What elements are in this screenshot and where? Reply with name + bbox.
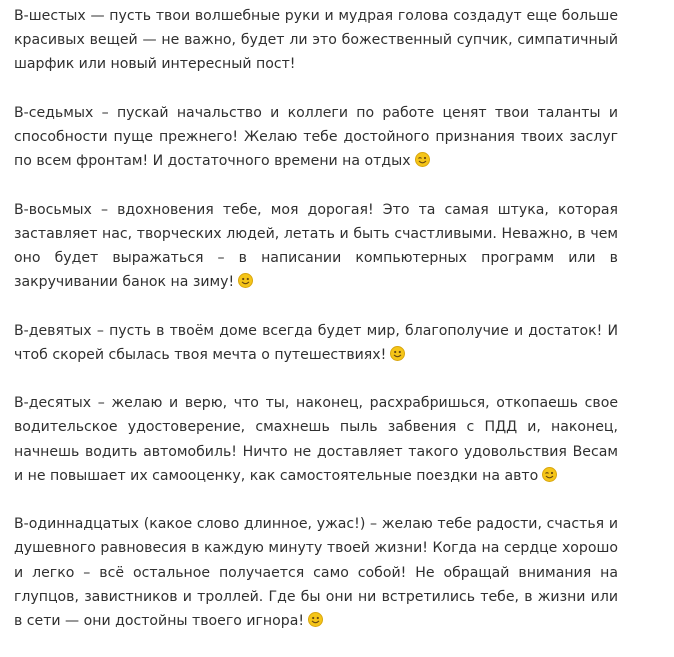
paragraph-text: В-восьмых – вдохновения тебе, моя дорогая! Это та самая штука, которая заставляет нас, творческих людей, летать и быть счастливыми. Неважно, в чем оно будет выражаться – в написании компьютерных программ или в закручивании банок на зиму! [14,201,618,291]
smile-emoji-icon [308,612,323,627]
paragraph-9 [14,319,618,367]
paragraph-11 [14,512,618,633]
paragraph-text: В-шестых — пусть твои волшебные руки и мудрая голова создадут еще больше красивых вещей — не важно, будет ли это божественный супчик, симпатичный шарфик или новый интересный пост! [14,8,618,73]
paragraph-8 [14,198,618,295]
paragraph-text: В-десятых – желаю и верю, что ты, наконец, расхрабришься, откопаешь свое водительское удостоверение, смахнешь пыль забвения с ПДД и, наконец, начнешь водить автомобиль! Ничто не доставляет такого удовольствия Весам и не повышает их самооценку, как самостоятельные поездки на авто [14,395,618,484]
smile-emoji-icon [390,346,405,361]
paragraph-text: В-седьмых – пускай начальство и коллеги по работе ценят твои таланты и способности пуще прежнего! Желаю тебе достойного признания твоих заслуг по всем фронтам! И достаточного времени на отдых [14,104,618,170]
paragraph-7 [14,101,618,174]
paragraph-text: В-одиннадцатых (какое слово длинное, ужас!) – желаю тебе радости, счастья и душевного равновесия в каждую минуту твоей жизни! Когда на сердце хорошо и легко – всё остальное получается само собой! Не обращай внимания на глупцов, завистников и троллей. Где бы они ни встретились тебе, в жизни или в сети — они достойны твоего игнора! [14,516,618,629]
paragraph-6 [14,4,618,77]
wink-emoji-icon [542,467,557,482]
smile-emoji-icon [238,273,253,288]
article-body [14,4,618,657]
paragraph-10 [14,391,618,488]
paragraph-text: В-девятых – пусть в твоём доме всегда будет мир, благополучие и достаток! И чтоб скорей сбылась твоя мечта о путешествиях! [14,322,618,363]
wink-emoji-icon [415,152,430,167]
